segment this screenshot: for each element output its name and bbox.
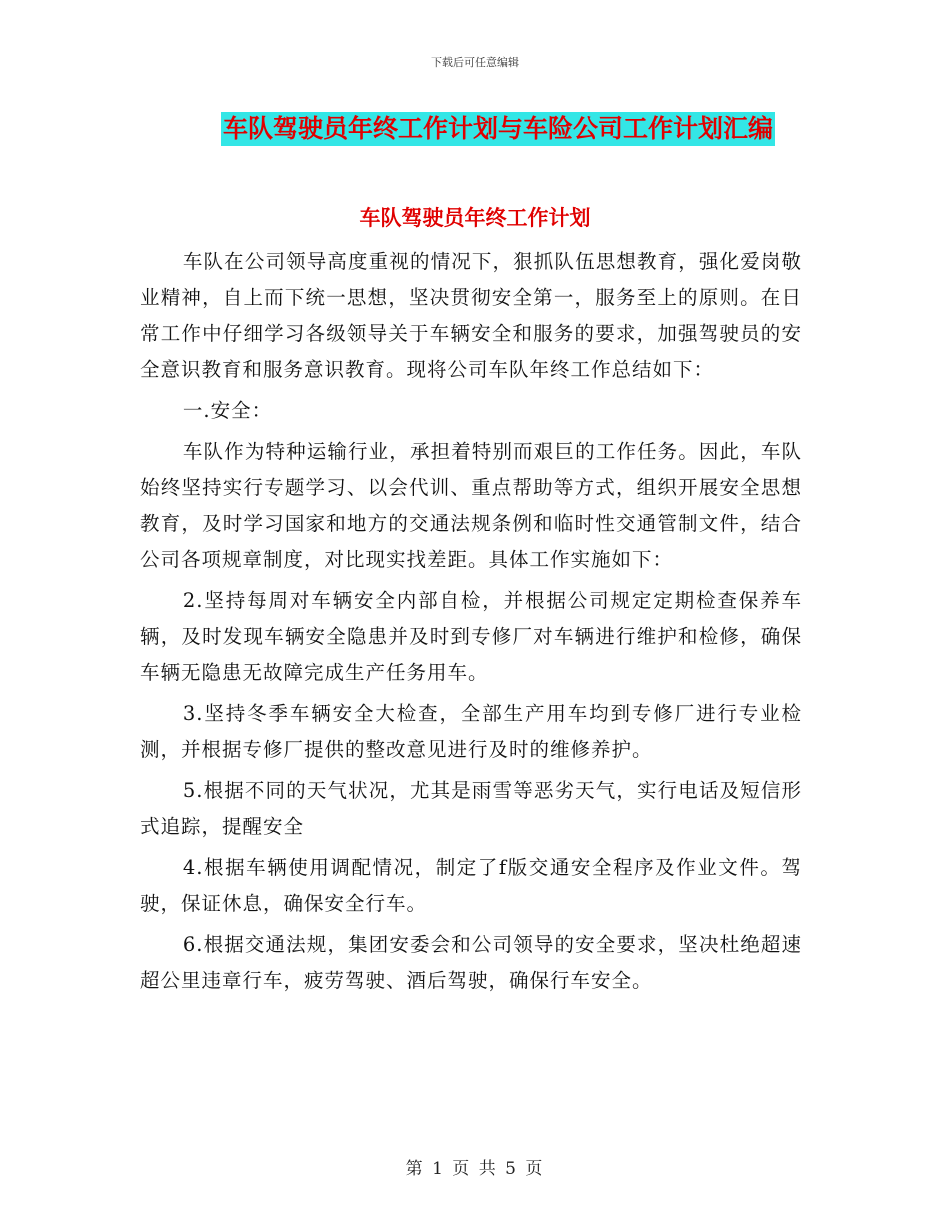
paragraph-item-4: 4.根据车辆使用调配情况，制定了f版交通安全程序及作业文件。驾驶，保证休息，确保安全行车。 xyxy=(140,856,802,915)
section-title: 车队驾驶员年终工作计划 xyxy=(359,206,591,230)
header-note: 下载后可任意编辑 xyxy=(431,56,519,69)
paragraph-item-3: 3.坚持冬季车辆安全大检查，全部生产用车均到专修厂进行专业检测，并根据专修厂提供的整改意见进行及时的维修养护。 xyxy=(140,702,802,761)
paragraph-safety-overview: 车队作为特种运输行业，承担着特别而艰巨的工作任务。因此，车队始终坚持实行专题学习、以会代训、重点帮助等方式，组织开展安全思想教育，及时学习国家和地方的交通法规条例和临时性交通管制文件，结合公司各项规章制度，对比现实找差距。具体工作实施如下： xyxy=(140,440,802,571)
document-title: 车队驾驶员年终工作计划与车险公司工作计划汇编 xyxy=(221,112,775,146)
paragraph-item-2: 2.坚持每周对车辆安全内部自检，并根据公司规定定期检查保养车辆，及时发现车辆安全隐患并及时到专修厂对车辆进行维护和检修，确保车辆无隐患无故障完成生产任务用车。 xyxy=(140,589,802,684)
document-title-container xyxy=(0,112,950,146)
paragraph-heading-safety: 一.安全： xyxy=(182,399,273,422)
paragraph-item-5: 5.根据不同的天气状况，尤其是雨雪等恶劣天气，实行电话及短信形式追踪，提醒安全 xyxy=(140,779,802,838)
paragraph-item-6: 6.根据交通法规，集团安委会和公司领导的安全要求，坚决杜绝超速超公里违章行车，疲劳驾驶、酒后驾驶，确保行车安全。 xyxy=(140,933,802,992)
document-body xyxy=(140,244,802,1004)
page-footer: 第 1 页 共 5 页 xyxy=(405,1159,545,1179)
paragraph-intro: 车队在公司领导高度重视的情况下，狠抓队伍思想教育，强化爱岗敬业精神，自上而下统一思想，坚决贯彻安全第一，服务至上的原则。在日常工作中仔细学习各级领导关于车辆安全和服务的要求，加强驾驶员的安全意识教育和服务意识教育。现将公司车队年终工作总结如下： xyxy=(140,250,802,381)
